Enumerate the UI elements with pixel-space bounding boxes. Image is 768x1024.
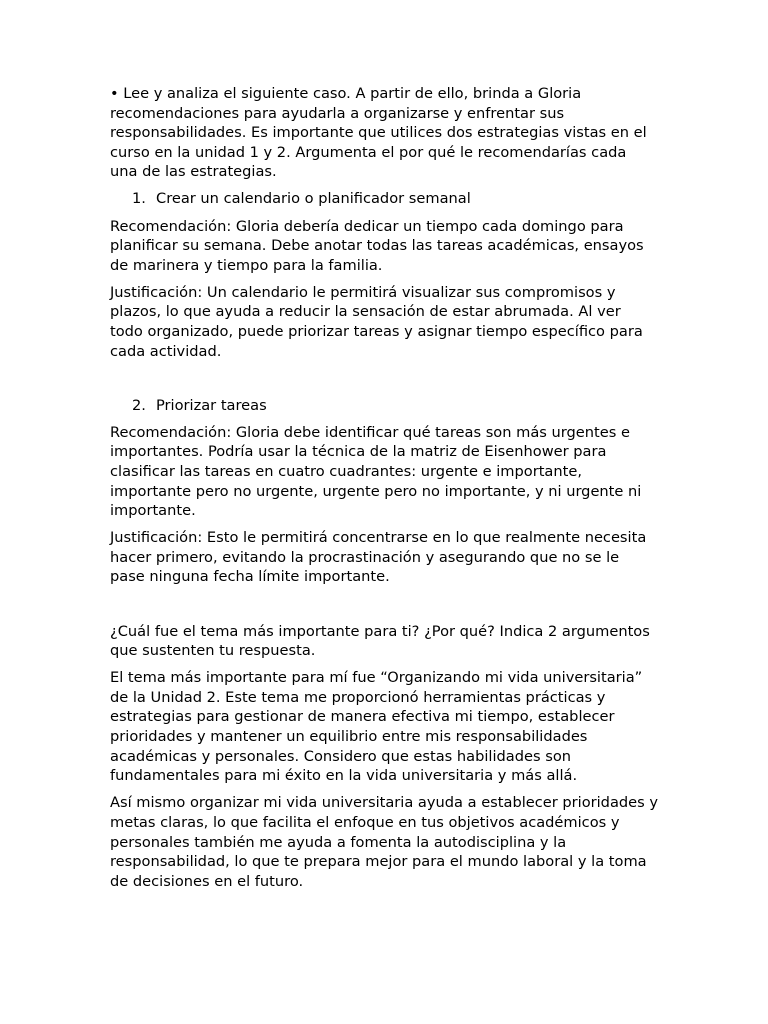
strategy-2-justification: Justificación: Esto le permitirá concentrarse en lo que realmente necesita hacer primero, evitando la procrastinación y asegurando que no se le pase ninguna fecha límite importante. [110,529,647,586]
answer-paragraph-1: El tema más importante para mí fue “Organizando mi vida universitaria” de la Unidad 2. Este tema me proporcionó herramientas prácticas y estrategias para gestionar de manera efectiva mi tiempo, establecer prioridades y mantener un equilibrio entre mis responsabilidades académicas y personales. Considero que estas habilidades son fundamentales para mi éxito en la vida universitaria y más allá. [110,669,643,785]
strategy-2-title: Priorizar tareas [156,396,267,414]
answer-paragraph-2: Así mismo organizar mi vida universitaria ayuda a establecer prioridades y metas claras, lo que facilita el enfoque en tus objetivos académicos y personales también me ayuda a fomenta la autodisciplina y la responsabilidad, lo que te prepara mejor para el mundo laboral y la toma de decisiones en el futuro. [110,794,659,890]
strategy-1-number: 1. [132,190,146,208]
blank-line [110,595,658,622]
strategy-2-recommendation: Recomendación: Gloria debe identificar qué tareas son más urgentes e importantes. Podría usar la técnica de la matriz de Eisenhower para clasificar las tareas en cuatro cuadrantes: urgente e importante, importante pero no urgente, urgente pero no importante, y ni urgente ni importante. [110,423,642,520]
question-paragraph: ¿Cuál fue el tema más importante para ti? ¿Por qué? Indica 2 argumentos que sustenten tu respuesta. [110,622,650,660]
strategy-1-title: Crear un calendario o planificador semanal [156,190,471,208]
strategy-1-justification: Justificación: Un calendario le permitirá visualizar sus compromisos y plazos, lo que ayuda a reducir la sensación de estar abrumada. Al ver todo organizado, puede priorizar tareas y asignar tiempo específico para cada actividad. [110,283,643,360]
blank-line [110,369,658,396]
strategy-1-heading [110,189,658,209]
strategy-2-number: 2. [132,396,146,414]
strategy-2-heading [110,396,658,416]
intro-paragraph: • Lee y analiza el siguiente caso. A partir de ello, brinda a Gloria recomendaciones para ayudarla a organizarse y enfrentar sus responsabilidades. Es importante que utilices dos estrategias vistas en el curso en la unidad 1 y 2. Argumenta el por qué le recomendarías cada una de las estrategias. [110,85,647,181]
strategy-1-recommendation: Recomendación: Gloria debería dedicar un tiempo cada domingo para planificar su semana. Debe anotar todas las tareas académicas, ensayos de marinera y tiempo para la familia. [110,217,644,274]
